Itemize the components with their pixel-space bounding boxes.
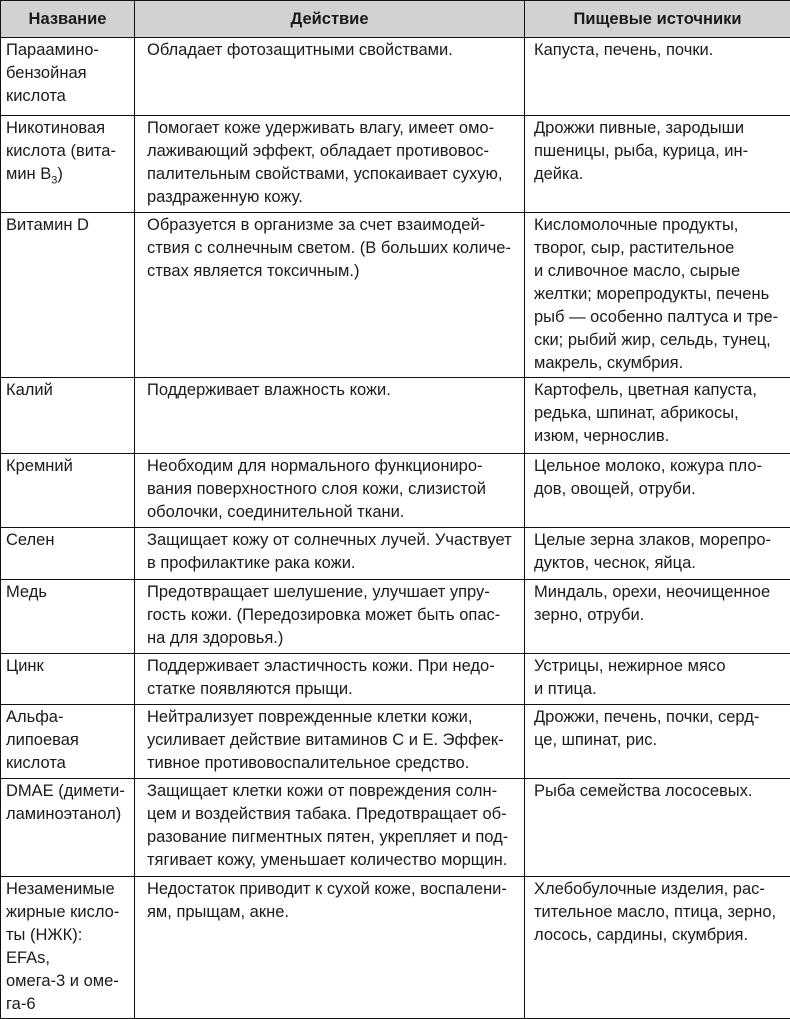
sources-text: Картофель, цветная капуста, редька, шпинат, абрикосы, изюм, чернослив. — [534, 381, 757, 445]
sources-text: Рыба семейства лососевых. — [534, 782, 753, 800]
cell-action — [135, 528, 525, 580]
cell-name — [1, 378, 135, 454]
table-row — [1, 528, 790, 580]
cell-sources — [525, 528, 790, 580]
action-text: Недостаток приводит к сухой коже, воспалени- ям, прыщам, акне. — [147, 880, 507, 921]
table-row — [1, 116, 790, 213]
table-row — [1, 877, 790, 1019]
table-row — [1, 378, 790, 454]
header-row — [1, 1, 790, 38]
sources-text: Миндаль, орехи, неочищенное зерно, отруби. — [534, 583, 770, 624]
table-header — [1, 1, 790, 38]
name-text: Медь — [6, 583, 47, 601]
name-subscript: 3 — [51, 174, 57, 186]
cell-sources — [525, 213, 790, 378]
cell-action — [135, 705, 525, 779]
table-row — [1, 779, 790, 877]
action-text: Поддерживает влажность кожи. — [147, 381, 391, 399]
action-text: Необходим для нормального функциониро- вания поверхностного слоя кожи, слизистой оболочки, соединительной ткани. — [147, 457, 486, 521]
cell-name — [1, 705, 135, 779]
cell-sources — [525, 654, 790, 705]
cell-action — [135, 454, 525, 528]
cell-sources — [525, 116, 790, 213]
table-row — [1, 580, 790, 654]
action-text: Предотвращает шелушение, улучшает упру- гость кожи. (Передозировка может быть опас- на для здоровья.) — [147, 583, 500, 647]
table-row — [1, 38, 790, 116]
cell-sources — [525, 38, 790, 116]
cell-action — [135, 580, 525, 654]
name-text: Альфа- липоевая кислота — [6, 708, 79, 772]
header-name: Название — [1, 1, 135, 38]
cell-action — [135, 779, 525, 877]
action-text: Образуется в организме за счет взаимодей- ствия с солнечным светом. (В больших количе- ствах является токсичным.) — [147, 216, 511, 280]
cell-action — [135, 116, 525, 213]
table-row — [1, 654, 790, 705]
cell-name — [1, 877, 135, 1019]
table-body — [1, 38, 790, 1019]
name-text: Цинк — [6, 657, 44, 675]
cell-sources — [525, 705, 790, 779]
name-text: Витамин D — [6, 216, 89, 234]
sources-text: Цельное молоко, кожура пло- дов, овощей, отруби. — [534, 457, 762, 498]
sources-text: Капуста, печень, почки. — [534, 41, 713, 59]
action-text: Защищает кожу от солнечных лучей. Участвует в профилактике рака кожи. — [147, 531, 512, 572]
name-text: Параамино- бензойная кислота — [6, 41, 99, 105]
name-text: Незаменимые жирные кисло- ты (НЖК): EFAs, омега-3 и оме- га-6 — [6, 880, 119, 1013]
table-row — [1, 705, 790, 779]
name-text: Никотиновая кислота (вита- мин B — [6, 119, 116, 183]
table-row — [1, 213, 790, 378]
name-text-tail: ) — [57, 165, 63, 183]
cell-sources — [525, 454, 790, 528]
cell-action — [135, 213, 525, 378]
sources-text: Дрожжи пивные, зародыши пшеницы, рыба, курица, ин- дейка. — [534, 119, 748, 183]
cell-action — [135, 877, 525, 1019]
cell-name — [1, 213, 135, 378]
cell-name — [1, 116, 135, 213]
cell-name — [1, 528, 135, 580]
cell-sources — [525, 378, 790, 454]
cell-name — [1, 580, 135, 654]
cell-action — [135, 38, 525, 116]
header-action: Действие — [135, 1, 525, 38]
action-text: Нейтрализует поврежденные клетки кожи, усиливает действие витаминов С и Е. Эффек- тивное противовоспалительное средство. — [147, 708, 504, 772]
cell-sources — [525, 580, 790, 654]
name-text: Калий — [6, 381, 53, 399]
header-sources: Пищевые источники — [525, 1, 790, 38]
action-text: Поддерживает эластичность кожи. При недо- статке появляются прыщи. — [147, 657, 495, 698]
sources-text: Хлебобулочные изделия, рас- тительное масло, птица, зерно, лосось, сардины, скумбрия. — [534, 880, 776, 944]
action-text: Защищает клетки кожи от повреждения солн- цем и воздействия табака. Предотвращает об- разование пигментных пятен, укрепляет и под- тягивает кожу, уменьшает количество морщин. — [147, 782, 508, 869]
cell-name — [1, 654, 135, 705]
table-row — [1, 454, 790, 528]
sources-text: Устрицы, нежирное мясо и птица. — [534, 657, 726, 698]
cell-name — [1, 454, 135, 528]
cell-sources — [525, 877, 790, 1019]
sources-text: Дрожжи, печень, почки, серд- це, шпинат, рис. — [534, 708, 759, 749]
name-text: Селен — [6, 531, 54, 549]
cell-name — [1, 38, 135, 116]
sources-text: Целые зерна злаков, морепро- дуктов, чеснок, яйца. — [534, 531, 771, 572]
cell-action — [135, 654, 525, 705]
name-text: Кремний — [6, 457, 73, 475]
name-text: DMAE (димети- ламиноэтанол) — [6, 782, 125, 823]
sources-text: Кисломолочные продукты, творог, сыр, растительное и сливочное масло, сырые желтки; морепродукты, печень рыб — особенно палтуса и тре- ски; рыбий жир, сельдь, тунец, макрель, скумбрия. — [534, 216, 778, 372]
cell-sources — [525, 779, 790, 877]
action-text: Помогает коже удерживать влагу, имеет омо- лаживающий эффект, обладает противовос- палительным свойствами, успокаивает сухую, раздраженную кожу. — [147, 119, 502, 206]
cell-name — [1, 779, 135, 877]
cell-action — [135, 378, 525, 454]
action-text: Обладает фотозащитными свойствами. — [147, 41, 453, 59]
